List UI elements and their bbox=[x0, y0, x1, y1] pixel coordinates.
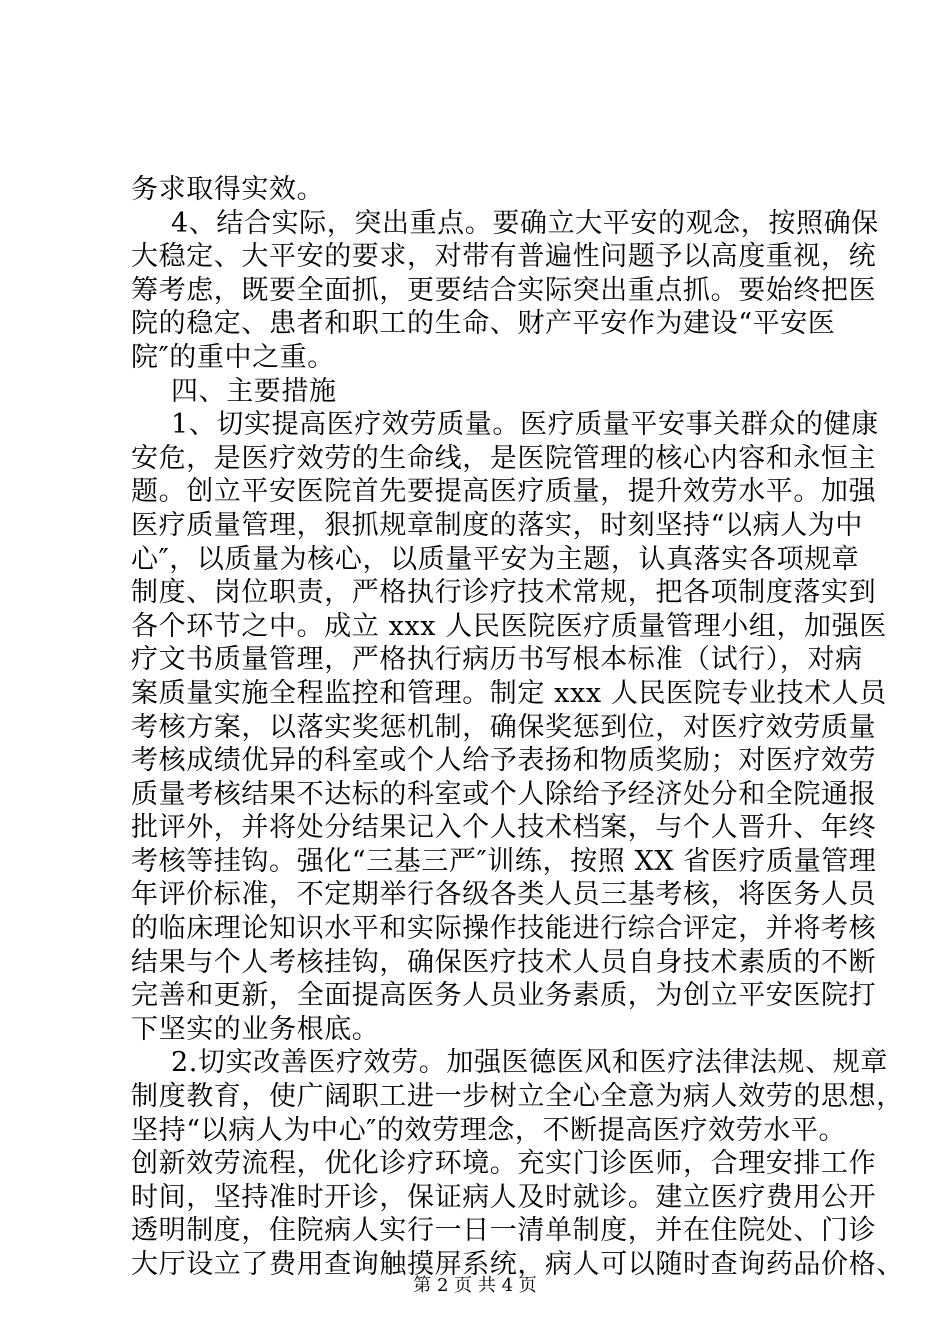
text-line: 疗文书质量管理，严格执行病历书写根本标准（试行），对病 bbox=[131, 644, 863, 676]
text-line: 筹考虑，既要全面抓，更要结合实际突出重点抓。要始终把医 bbox=[131, 274, 877, 306]
text-line: 完善和更新，全面提高医务人员业务素质，为创立平安医院打 bbox=[131, 980, 877, 1012]
text-line: 务求取得实效。 bbox=[131, 174, 325, 205]
text-line: 下坚实的业务根底。 bbox=[131, 1013, 380, 1045]
text-line: 大稳定、大平安的要求，对带有普遍性问题予以高度重视，统 bbox=[131, 241, 877, 273]
section-heading: 四、主要措施 bbox=[171, 375, 337, 407]
page-number: 第 2 页 共 4 页 bbox=[413, 1275, 537, 1296]
text-line: 安危，是医疗效劳的生命线，是医院管理的核心内容和永恒主 bbox=[131, 442, 877, 474]
text-line: 各个环节之中。成立 xxx 人民医院医疗质量管理小组，加强医 bbox=[131, 610, 887, 642]
text-line: 心″，以质量为核心，以质量平安为主题，认真落实各项规章 bbox=[131, 543, 860, 575]
text-line: 透明制度，住院病人实行一日一清单制度，并在住院处、门诊 bbox=[131, 1215, 877, 1247]
text-line: 案质量实施全程监控和管理。制定 xxx 人民医院专业技术人员 bbox=[131, 677, 887, 709]
text-line: 年评价标准，不定期举行各级各类人员三基考核，将医务人员 bbox=[131, 879, 877, 911]
text-line: 考核等挂钩。强化“三基三严″训练，按照 XX 省医疗质量管理 bbox=[131, 845, 877, 877]
text-line: 考核方案，以落实奖惩机制，确保奖惩到位，对医疗效劳质量 bbox=[131, 711, 877, 743]
text-line: 制度教育，使广阔职工进一步树立全心全意为病人效劳的思想， bbox=[131, 1081, 904, 1113]
text-line: 制度、岗位职责，严格执行诊疗技术常规，把各项制度落实到 bbox=[131, 577, 877, 609]
text-line: 创新效劳流程，优化诊疗环境。充实门诊医师，合理安排工作 bbox=[131, 1148, 877, 1180]
text-line: 题。创立平安医院首先要提高医疗质量，提升效劳水平。加强 bbox=[131, 476, 877, 508]
text-line: 质量考核结果不达标的科室或个人除给予经济处分和全院通报 bbox=[131, 778, 877, 810]
text-line: 大厅设立了费用查询触摸屏系统，病人可以随时查询药品价格、 bbox=[131, 1249, 904, 1280]
text-line: 院″的重中之重。 bbox=[131, 341, 335, 373]
page-footer bbox=[0, 1274, 950, 1298]
document-body bbox=[131, 173, 904, 1282]
text-line: 批评外，并将处分结果记入个人技术档案，与个人晋升、年终 bbox=[131, 812, 877, 844]
text-line: 的临床理论知识水平和实际操作技能进行综合评定，并将考核 bbox=[131, 913, 877, 945]
text-line: 2.切实改善医疗效劳。加强医德医风和医疗法律法规、规章 bbox=[171, 1047, 888, 1079]
text-line: 医疗质量管理，狠抓规章制度的落实，时刻坚持“以病人为中 bbox=[131, 509, 864, 541]
text-line: 时间，坚持准时开诊，保证病人及时就诊。建立医疗费用公开 bbox=[131, 1181, 877, 1213]
text-line: 结果与个人考核挂钩，确保医疗技术人员自身技术素质的不断 bbox=[131, 946, 877, 978]
text-line: 1、切实提高医疗效劳质量。医疗质量平安事关群众的健康 bbox=[171, 409, 879, 441]
text-line: 坚持“以病人为中心″的效劳理念，不断提高医疗效劳水平。 bbox=[131, 1114, 847, 1146]
text-line: 院的稳定、患者和职工的生命、财产平安作为建设“平安医 bbox=[131, 308, 836, 340]
text-line: 考核成绩优异的科室或个人给予表扬和物质奖励；对医疗效劳 bbox=[131, 745, 877, 777]
text-line: 4、结合实际，突出重点。要确立大平安的观念，按照确保 bbox=[171, 207, 879, 239]
